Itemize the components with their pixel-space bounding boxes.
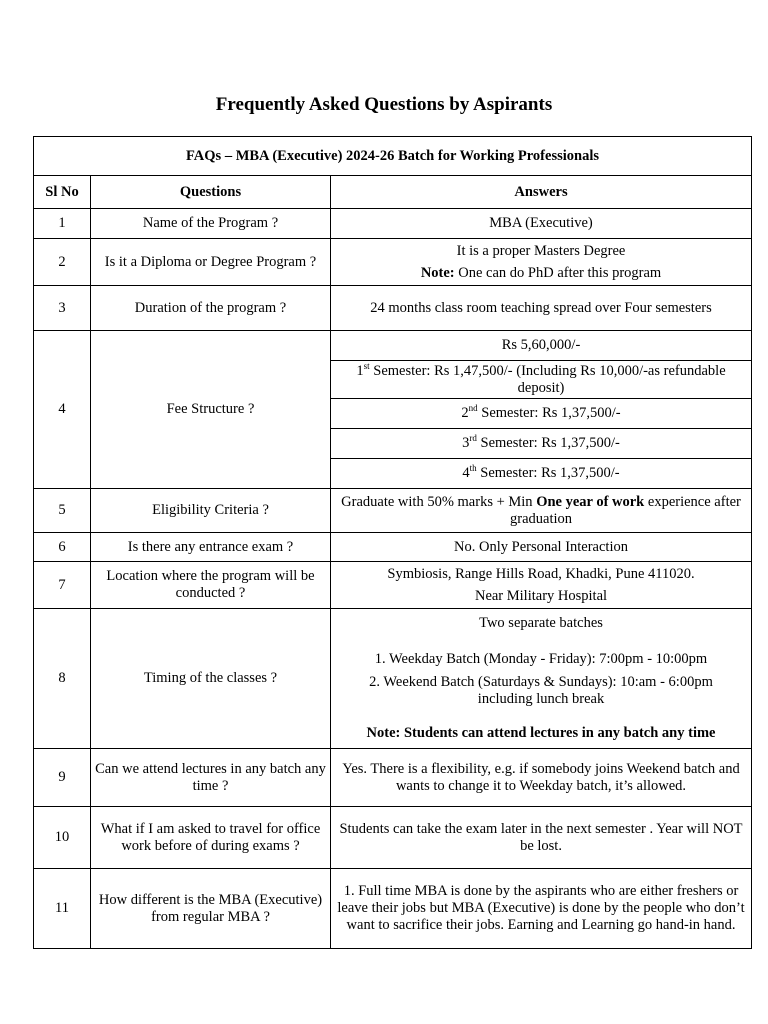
answer-line: 2. Weekend Batch (Saturdays & Sundays): 10:am - 6:00pm including lunch break (369, 674, 713, 707)
table-row (34, 489, 752, 533)
table-row (34, 609, 752, 749)
header-sl-no: Sl No (34, 176, 91, 209)
row-question: Name of the Program ? (91, 209, 331, 239)
table-row (34, 807, 752, 869)
row-question: Timing of the classes ? (91, 609, 331, 749)
answer-line: 1. Weekday Batch (Monday - Friday): 7:00pm - 10:00pm (374, 651, 708, 667)
answer-line: Symbiosis, Range Hills Road, Khadki, Pune 411020. (387, 565, 695, 582)
semester-number: 2 (461, 405, 469, 421)
semester-text: Semester: Rs 1,37,500/- (476, 465, 620, 481)
row-sl-no: 10 (34, 807, 91, 869)
table-row (34, 562, 752, 609)
row-answer (331, 489, 752, 533)
faq-table (33, 136, 752, 949)
row-question: Is it a Diploma or Degree Program ? (91, 239, 331, 286)
row-sl-no: 1 (34, 209, 91, 239)
row-question: Fee Structure ? (91, 331, 331, 489)
semester-text: Semester: Rs 1,47,500/- (Including Rs 10,000/-as refundable deposit) (369, 362, 726, 396)
row-sl-no: 8 (34, 609, 91, 749)
row-answer (331, 239, 752, 286)
table-row (34, 869, 752, 949)
header-answers: Answers (331, 176, 752, 209)
row-answer: Yes. There is a flexibility, e.g. if somebody joins Weekend batch and wants to change it to Weekday batch, it’s allowed. (331, 749, 752, 807)
semester-text: Semester: Rs 1,37,500/- (476, 435, 620, 451)
note-label: Note: (420, 264, 455, 281)
answer-line: Two separate batches (479, 615, 603, 631)
row-answer: MBA (Executive) (331, 209, 752, 239)
semester-number: 3 (462, 435, 470, 451)
answer-text: Graduate with 50% marks + Min (341, 493, 537, 510)
row-answer: Students can take the exam later in the next semester . Year will NOT be lost. (331, 807, 752, 869)
fee-semester-3 (331, 429, 752, 459)
answer-line: It is a proper Masters Degree (456, 242, 626, 259)
table-row (34, 239, 752, 286)
row-answer: No. Only Personal Interaction (331, 533, 752, 562)
table-banner: FAQs – MBA (Executive) 2024-26 Batch for Working Professionals (34, 137, 752, 176)
fee-semester-4 (331, 459, 752, 489)
ordinal-suffix: nd (468, 403, 478, 414)
row-question: Eligibility Criteria ? (91, 489, 331, 533)
row-question: Is there any entrance exam ? (91, 533, 331, 562)
row-answer (331, 562, 752, 609)
semester-number: 4 (462, 465, 470, 481)
fee-total: Rs 5,60,000/- (331, 331, 752, 361)
row-sl-no: 7 (34, 562, 91, 609)
row-question: Can we attend lectures in any batch any time ? (91, 749, 331, 807)
ordinal-suffix: st (363, 360, 370, 371)
row-sl-no: 3 (34, 286, 91, 331)
semester-text: Semester: Rs 1,37,500/- (477, 405, 621, 421)
answer-text: experience after graduation (510, 493, 741, 527)
row-answer: 1. Full time MBA is done by the aspirants who are either freshers or leave their jobs but MBA (Executive) is done by the people who don’t want to sacrifice their jobs. Earning and Learning go hand-in hand. (331, 869, 752, 949)
ordinal-suffix: rd (469, 433, 477, 444)
table-row (34, 533, 752, 562)
answer-emphasis: One year of work (536, 493, 645, 510)
row-answer (331, 609, 752, 749)
table-banner-row (34, 137, 752, 176)
header-questions: Questions (91, 176, 331, 209)
table-header-row (34, 176, 752, 209)
table-row (34, 749, 752, 807)
answer-note: Note: Students can attend lectures in any batch any time (366, 725, 716, 741)
answer-line: Near Military Hospital (474, 587, 608, 604)
row-sl-no: 5 (34, 489, 91, 533)
ordinal-suffix: th (469, 463, 477, 474)
row-sl-no: 4 (34, 331, 91, 489)
row-question: Location where the program will be conducted ? (91, 562, 331, 609)
row-answer: 24 months class room teaching spread over Four semesters (331, 286, 752, 331)
row-sl-no: 11 (34, 869, 91, 949)
row-sl-no: 6 (34, 533, 91, 562)
page-title: Frequently Asked Questions by Aspirants (215, 94, 553, 115)
row-sl-no: 2 (34, 239, 91, 286)
fee-semester-2 (331, 399, 752, 429)
table-row (34, 331, 752, 361)
table-row (34, 286, 752, 331)
row-question: How different is the MBA (Executive) from regular MBA ? (91, 869, 331, 949)
semester-number: 1 (356, 362, 364, 379)
row-question: What if I am asked to travel for office work before of during exams ? (91, 807, 331, 869)
fee-semester-1 (331, 361, 752, 399)
note-text: One can do PhD after this program (454, 264, 662, 281)
table-row (34, 209, 752, 239)
row-question: Duration of the program ? (91, 286, 331, 331)
row-sl-no: 9 (34, 749, 91, 807)
answer-note (421, 265, 661, 282)
